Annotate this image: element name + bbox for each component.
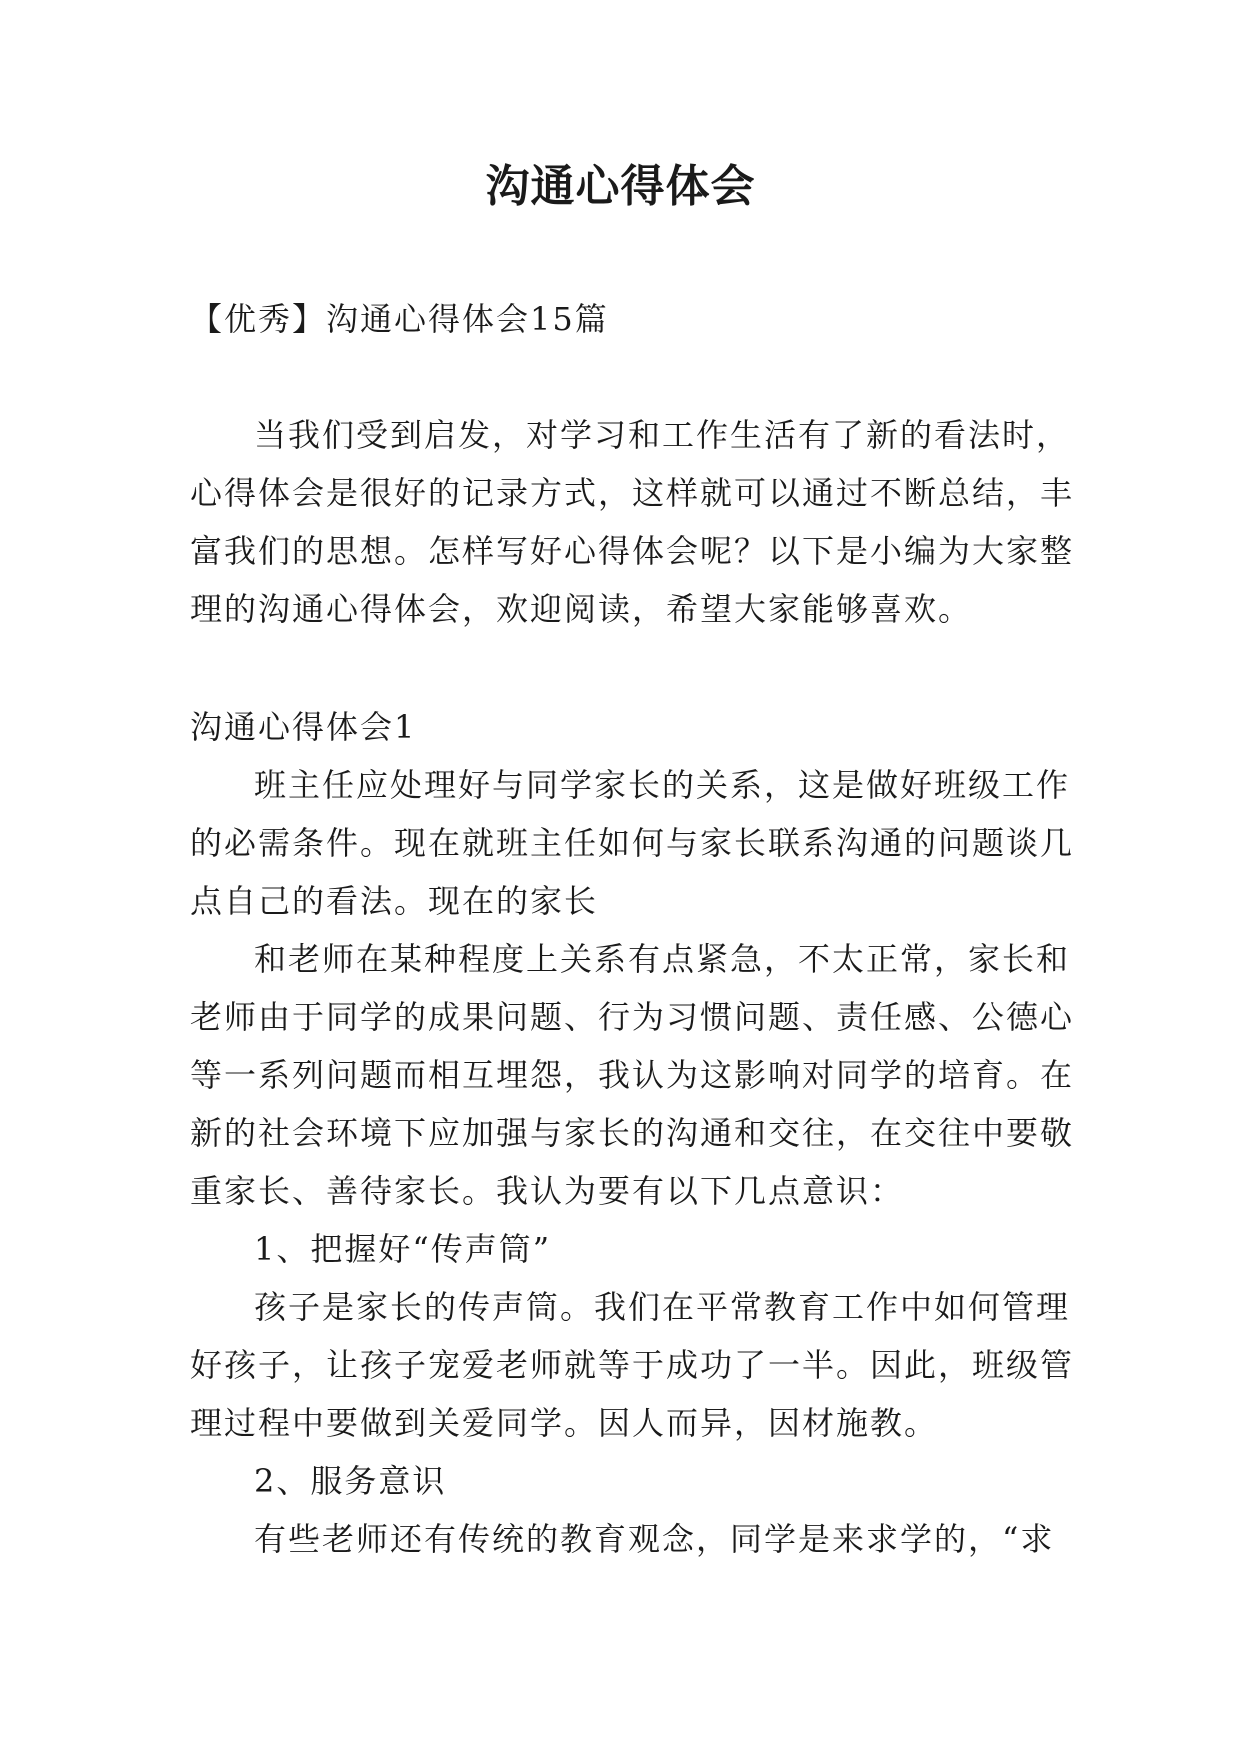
body-paragraph xyxy=(190,1278,1075,1452)
text-line: 的必需条件。现在就班主任如何与家长联系沟通的问题谈几 xyxy=(190,824,1075,862)
text-line: 当我们受到启发，对学习和工作生活有了新的看法时， xyxy=(254,416,1071,454)
text-line: 心得体会是很好的记录方式，这样就可以通过不断总结，丰 xyxy=(190,474,1075,512)
text-line: 有些老师还有传统的教育观念，同学是来求学的，“求 xyxy=(254,1520,1055,1558)
text-line: 和老师在某种程度上关系有点紧急，不太正常，家长和 xyxy=(254,940,1071,978)
text-line: 老师由于同学的成果问题、行为习惯问题、责任感、公德心 xyxy=(190,998,1075,1036)
item-heading: 2、服务意识 xyxy=(254,1462,447,1500)
item-heading: 1、把握好“传声筒” xyxy=(254,1230,552,1268)
text-line: 点自己的看法。现在的家长 xyxy=(190,882,599,920)
document-subtitle: 【优秀】沟通心得体会15篇 xyxy=(190,300,609,338)
page-title: 沟通心得体会 xyxy=(485,161,756,212)
section-heading: 沟通心得体会1 xyxy=(190,708,417,746)
intro-paragraph xyxy=(190,406,1075,638)
text-line: 新的社会环境下应加强与家长的沟通和交往，在交往中要敬 xyxy=(190,1114,1075,1152)
body-paragraph xyxy=(190,756,1075,930)
body-paragraph xyxy=(190,1510,1070,1568)
text-line: 理过程中要做到关爱同学。因人而异，因材施教。 xyxy=(190,1404,939,1442)
body-paragraph xyxy=(190,930,1075,1220)
text-line: 孩子是家长的传声筒。我们在平常教育工作中如何管理 xyxy=(254,1288,1071,1326)
text-line: 等一系列问题而相互埋怨，我认为这影响对同学的培育。在 xyxy=(190,1056,1075,1094)
text-line: 富我们的思想。怎样写好心得体会呢？以下是小编为大家整 xyxy=(190,532,1075,570)
text-line: 重家长、善待家长。我认为要有以下几点意识： xyxy=(190,1172,905,1210)
text-line: 理的沟通心得体会，欢迎阅读，希望大家能够喜欢。 xyxy=(190,590,973,628)
text-line: 好孩子，让孩子宠爱老师就等于成功了一半。因此，班级管 xyxy=(190,1346,1075,1384)
text-line: 班主任应处理好与同学家长的关系，这是做好班级工作 xyxy=(254,766,1071,804)
